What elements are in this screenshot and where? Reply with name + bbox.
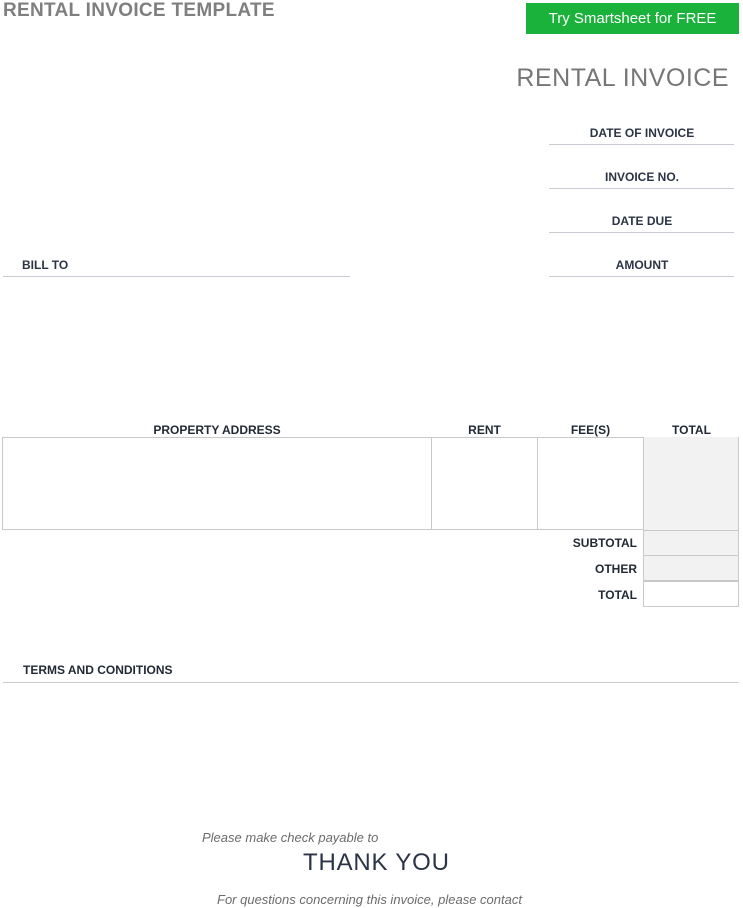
date-due-label: DATE DUE bbox=[611, 214, 673, 228]
other-label: OTHER bbox=[595, 562, 637, 576]
total-cell bbox=[644, 437, 739, 530]
thank-you-text: THANK YOU bbox=[303, 849, 450, 876]
fees-cell[interactable] bbox=[538, 437, 644, 530]
invoice-no-field[interactable] bbox=[549, 188, 734, 189]
amount-field[interactable] bbox=[549, 276, 734, 277]
rent-cell[interactable] bbox=[432, 437, 538, 530]
property-address-cell[interactable] bbox=[2, 437, 432, 530]
invoice-no-label: INVOICE NO. bbox=[604, 170, 679, 184]
invoice-heading: RENTAL INVOICE bbox=[516, 64, 729, 92]
date-due-field[interactable] bbox=[549, 232, 734, 233]
bill-to-field[interactable] bbox=[3, 276, 350, 277]
date-of-invoice-label: DATE OF INVOICE bbox=[589, 126, 695, 140]
total-label: TOTAL bbox=[598, 588, 637, 602]
grand-total-cell bbox=[643, 581, 739, 607]
date-of-invoice-field[interactable] bbox=[549, 144, 734, 145]
other-cell[interactable] bbox=[643, 555, 739, 581]
subtotal-cell bbox=[643, 530, 739, 556]
page-title: RENTAL INVOICE TEMPLATE bbox=[3, 0, 275, 21]
payable-note: Please make check payable to bbox=[202, 830, 379, 845]
column-header-total: TOTAL bbox=[672, 423, 711, 437]
contact-note: For questions concerning this invoice, please contact bbox=[217, 892, 522, 907]
column-header-property-address: PROPERTY ADDRESS bbox=[153, 423, 281, 437]
column-header-rent: RENT bbox=[468, 423, 501, 437]
subtotal-label: SUBTOTAL bbox=[572, 536, 637, 550]
column-header-fees: FEE(S) bbox=[570, 423, 611, 437]
try-smartsheet-button[interactable]: Try Smartsheet for FREE bbox=[526, 3, 739, 34]
amount-label: AMOUNT bbox=[615, 258, 669, 272]
terms-divider bbox=[3, 682, 739, 683]
terms-and-conditions-label: TERMS AND CONDITIONS bbox=[23, 663, 173, 677]
bill-to-label: BILL TO bbox=[22, 258, 69, 272]
